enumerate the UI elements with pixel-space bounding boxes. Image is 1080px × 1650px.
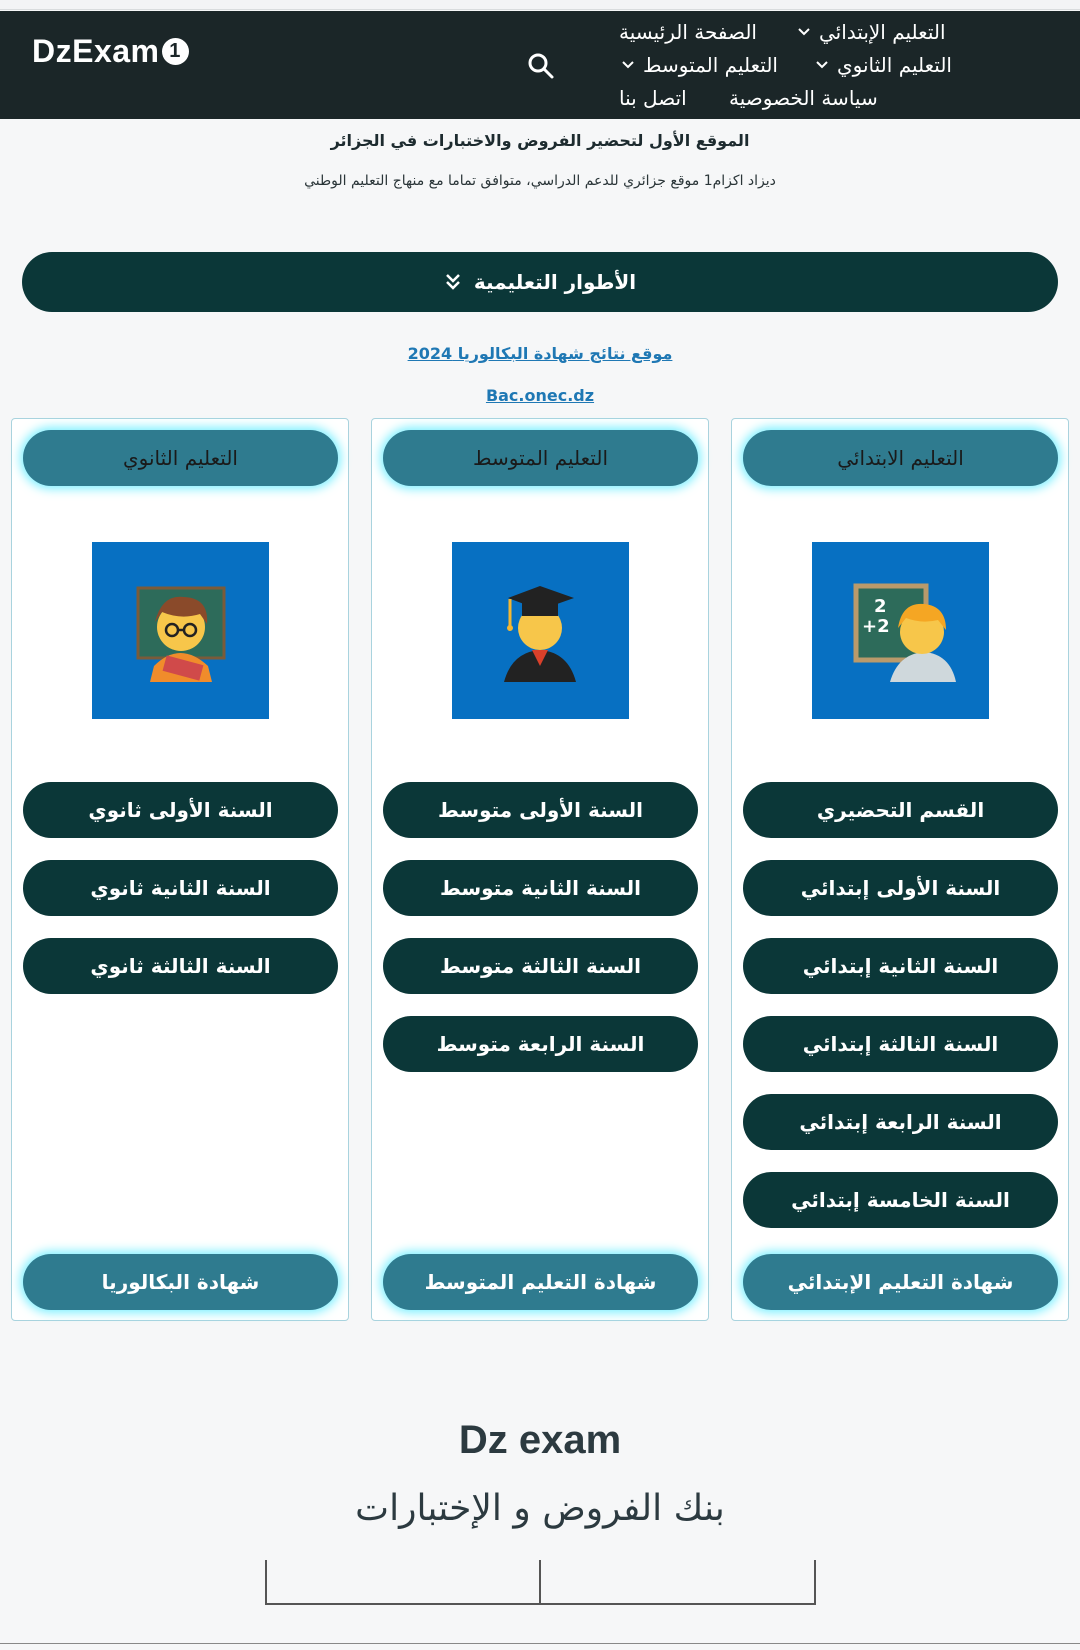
- footer-title: Dz exam: [458, 1418, 622, 1462]
- logo-mark-icon: 1: [162, 38, 189, 65]
- double-chevron-down-icon: [444, 272, 462, 292]
- grade-button[interactable]: السنة الثانية ثانوي: [23, 860, 338, 916]
- bottom-divider: [0, 1643, 1080, 1644]
- bac-certificate-button[interactable]: شهادة البكالوريا: [23, 1254, 338, 1310]
- bem-certificate-button[interactable]: شهادة التعليم المتوسط: [383, 1254, 698, 1310]
- bac-results-link[interactable]: موقع نتائج شهادة البكالوريا 2024: [407, 344, 673, 363]
- browser-top-strip: [0, 0, 1080, 10]
- nav-middle-label: التعليم المتوسط: [643, 53, 778, 77]
- grade-button[interactable]: السنة الرابعة متوسط: [383, 1016, 698, 1072]
- site-logo[interactable]: [32, 33, 189, 70]
- nav-secondary-label: التعليم الثانوي: [837, 53, 952, 77]
- column-middle-title[interactable]: التعليم المتوسط: [383, 430, 698, 486]
- nav-primary-education[interactable]: [795, 20, 946, 44]
- footer-subtitle: بنك الفروض و الإختبارات: [355, 1488, 725, 1529]
- footer-box-left: [265, 1560, 541, 1605]
- nav-secondary-education[interactable]: [813, 53, 952, 77]
- chevron-down-icon: [795, 23, 813, 41]
- footer-box-right: [539, 1560, 816, 1605]
- grade-button[interactable]: السنة الأولى متوسط: [383, 782, 698, 838]
- grade-button[interactable]: السنة الأولى ثانوي: [23, 782, 338, 838]
- grade-button[interactable]: السنة الثانية متوسط: [383, 860, 698, 916]
- nav-home[interactable]: [619, 20, 757, 44]
- intro-title: الموقع الأول لتحضير الفروض والاختبارات في الجزائر: [330, 131, 750, 150]
- grade-button[interactable]: السنة الأولى إبتدائي: [743, 860, 1058, 916]
- grade-button[interactable]: السنة الثالثة ثانوي: [23, 938, 338, 994]
- teacher-emoji-icon: [92, 542, 269, 719]
- nav-middle-education[interactable]: [619, 53, 778, 77]
- teacher-blackboard-emoji-icon: [812, 542, 989, 719]
- svg-text:2: 2: [874, 596, 887, 617]
- search-icon[interactable]: [526, 51, 556, 81]
- grade-button[interactable]: السنة الثانية إبتدائي: [743, 938, 1058, 994]
- bac-site-link[interactable]: Bac.onec.dz: [485, 386, 595, 405]
- footer-boxes: [265, 1560, 816, 1605]
- column-primary: [731, 418, 1069, 1321]
- column-secondary-title[interactable]: التعليم الثانوي: [23, 430, 338, 486]
- chevron-down-icon: [619, 56, 637, 74]
- column-secondary: [11, 418, 349, 1321]
- nav-privacy-label: سياسة الخصوصية: [729, 86, 878, 110]
- nav-home-label: الصفحة الرئيسية: [619, 20, 757, 44]
- grade-button[interactable]: القسم التحضيري: [743, 782, 1058, 838]
- education-levels-toggle[interactable]: [22, 252, 1058, 312]
- svg-text:+2: +2: [862, 616, 890, 637]
- nav-primary-label: التعليم الإبتدائي: [819, 20, 946, 44]
- grade-button[interactable]: السنة الرابعة إبتدائي: [743, 1094, 1058, 1150]
- chevron-down-icon: [813, 56, 831, 74]
- column-primary-title[interactable]: التعليم الابتدائي: [743, 430, 1058, 486]
- grade-button[interactable]: السنة الثالثة متوسط: [383, 938, 698, 994]
- nav-privacy[interactable]: [729, 86, 878, 110]
- graduate-emoji-icon: [452, 542, 629, 719]
- column-middle: [371, 418, 709, 1321]
- site-navbar: [0, 11, 1080, 119]
- primary-certificate-button[interactable]: شهادة التعليم الإبتدائي: [743, 1254, 1058, 1310]
- nav-contact[interactable]: [619, 86, 687, 110]
- levels-label: الأطوار التعليمية: [473, 270, 637, 294]
- intro-subtitle: ديزاد اكزام1 موقع جزائري للدعم الدراسي، متوافق تماما مع منهاج التعليم الوطني: [304, 173, 776, 189]
- grade-button[interactable]: السنة الثالثة إبتدائي: [743, 1016, 1058, 1072]
- logo-text: DzExam: [32, 33, 160, 69]
- grade-button[interactable]: السنة الخامسة إبتدائي: [743, 1172, 1058, 1228]
- nav-contact-label: اتصل بنا: [619, 86, 687, 110]
